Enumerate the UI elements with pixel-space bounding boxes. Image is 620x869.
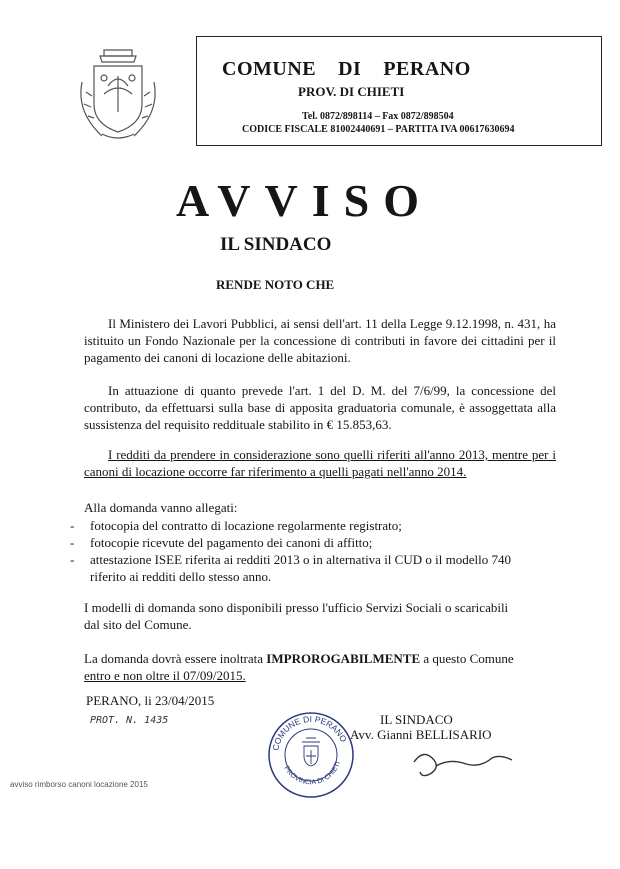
contact-numbers: Tel. 0872/898114 – Fax 0872/898504: [302, 111, 454, 122]
attachments-heading: Alla domanda vanno allegati:: [84, 500, 238, 515]
deadline-text-a: La domanda dovrà essere inoltrata: [84, 651, 267, 666]
official-stamp-icon: [266, 710, 356, 800]
deadline-emphasis: IMPROROGABILMENTE: [266, 651, 421, 666]
list-item: - attestazione ISEE riferita ai redditi 2013 o in alternativa il CUD o il modello 740 riferito ai redditi dello stesso anno.: [70, 552, 511, 584]
announcement-intro: RENDE NOTO CHE: [216, 277, 335, 292]
protocol-number: PROT. N. 1435: [90, 715, 169, 726]
paragraph-income-year: I redditi da prendere in considerazione sono quelli riferiti all'anno 2013, mentre per i canoni di locazione occorre far riferimento a quelli pagati nell'anno 2014.: [84, 447, 556, 479]
municipal-crest-icon: [74, 42, 162, 146]
deadline-text-c: a questo Comune: [420, 651, 514, 666]
notice-title: AVVISO: [176, 175, 433, 226]
municipality-name: COMUNE DI PERANO: [222, 58, 471, 80]
list-item: - fotocopia del contratto di locazione regolarmente registrato;: [70, 518, 402, 533]
svg-text:PROVINCIA DI CHIETI: [282, 761, 342, 787]
paragraph-requirement: In attuazione di quanto prevede l'art. 1 del D. M. del 7/6/99, la concessione del contributo, da effettuarsi sulla base di apposita graduatoria comunale, è assoggettata alla sussistenza del requisito reddituale stabilito in € 15.853,63.: [84, 383, 556, 432]
handwritten-signature-icon: [410, 744, 520, 780]
mayor-heading: IL SINDACO: [220, 234, 332, 255]
place-date: PERANO, li 23/04/2015: [86, 693, 215, 708]
list-item: - fotocopie ricevute del pagamento dei canoni di affitto;: [70, 535, 373, 550]
paragraph-deadline: [84, 650, 524, 684]
province-name: PROV. DI CHIETI: [298, 84, 405, 99]
stamp-bottom-text: PROVINCIA DI CHIETI: [282, 760, 342, 787]
deadline-date: entro e non oltre il 07/09/2015.: [84, 668, 246, 683]
signature-name: Avv. Gianni BELLISARIO: [350, 727, 492, 742]
footer-filename: avviso rimborso canoni locazione 2015: [10, 780, 148, 789]
paragraph-forms: I modelli di domanda sono disponibili presso l'ufficio Servizi Sociali o scaricabili dal sito del Comune.: [84, 600, 509, 632]
stamp-top-text: COMUNE DI PERANO: [270, 713, 349, 752]
paragraph-fund: Il Ministero dei Lavori Pubblici, ai sensi dell'art. 11 della Legge 9.12.1998, n. 431, ha istituito un Fondo Nazionale per la concessione di contributi in favore dei cittadini per il pagamento dei canoni di locazione delle abitazioni.: [84, 316, 556, 365]
signature-role: IL SINDACO: [380, 712, 453, 727]
fiscal-codes: CODICE FISCALE 81002440691 – PARTITA IVA 00617630694: [242, 124, 515, 135]
